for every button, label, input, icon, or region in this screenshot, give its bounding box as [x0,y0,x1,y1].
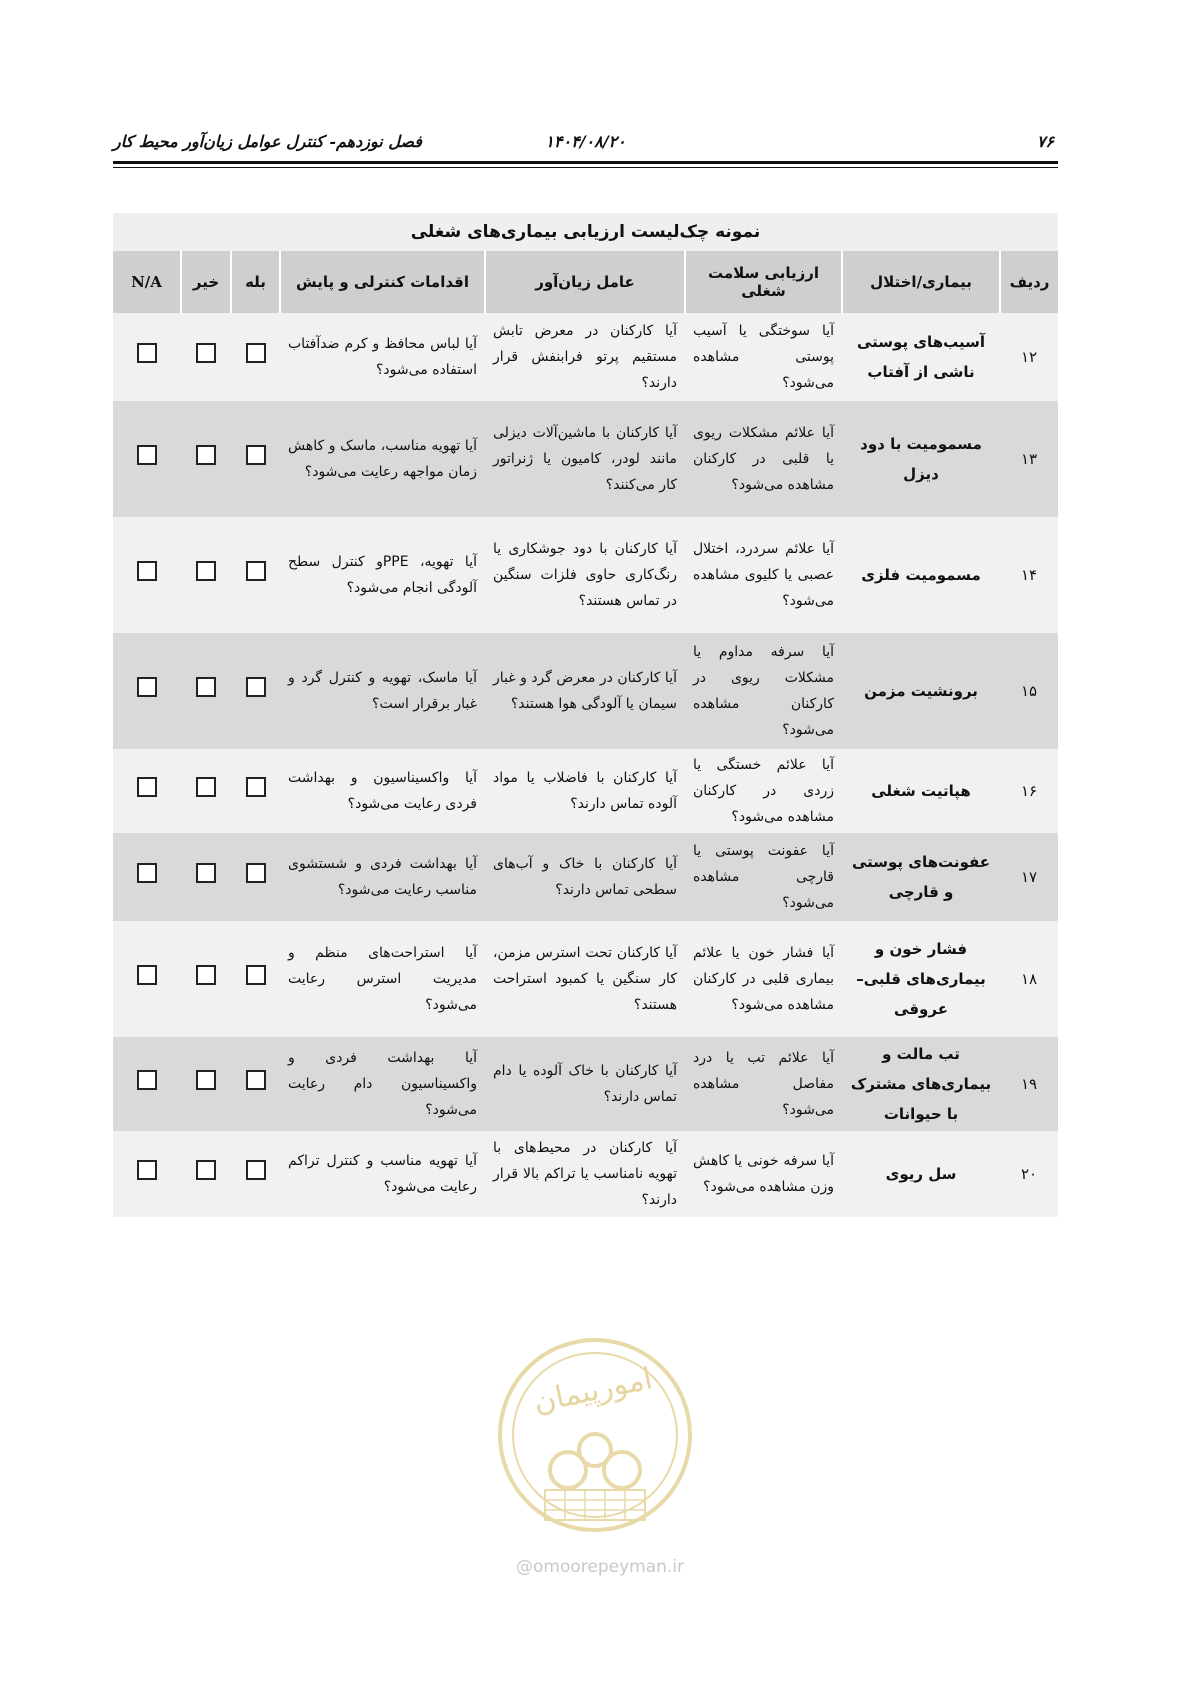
checkbox-yes[interactable] [246,343,266,363]
header-factor: عامل زیان‌آور [485,251,685,313]
checkbox-cell-na [113,313,181,401]
header-disease: بیماری/اختلال [842,251,1000,313]
disease-name: هپاتیت شغلی [842,749,1000,833]
checkbox-cell-na [113,633,181,749]
checkbox-yes[interactable] [246,965,266,985]
checkbox-cell-na [113,1131,181,1217]
table-row [113,1037,1058,1131]
chapter-title: فصل نوزدهم- کنترل عوامل زیان‌آور محیط کار [113,132,422,151]
watermark-site: @omoorepeyman.ir [515,1557,685,1577]
row-number: ۲۰ [1000,1131,1058,1217]
checkbox-cell-no [181,921,231,1037]
checkbox-na[interactable] [137,1070,157,1090]
disease-name: فشار خون و بیماری‌های قلبی–عروقی [842,921,1000,1037]
disease-name: سل ریوی [842,1131,1000,1217]
checkbox-cell-yes [231,401,280,517]
watermark-logo [490,1325,700,1545]
checkbox-cell-na [113,401,181,517]
checkbox-cell-no [181,749,231,833]
checkbox-no[interactable] [196,863,216,883]
checkbox-yes[interactable] [246,561,266,581]
disease-name: مسمومیت با دود دیزل [842,401,1000,517]
factor-question: آیا کارکنان با ماشین‌آلات دیزلی مانند لودر، کامیون یا ژنراتور کار می‌کنند؟ [485,401,685,517]
table-title: نمونه چک‌لیست ارزیابی بیماری‌های شغلی [113,213,1058,251]
checkbox-no[interactable] [196,445,216,465]
factor-question: آیا کارکنان با فاضلاب یا مواد آلوده تماس دارند؟ [485,749,685,833]
checkbox-no[interactable] [196,561,216,581]
checkbox-cell-no [181,313,231,401]
checkbox-cell-no [181,633,231,749]
disease-name: عفونت‌های پوستی و قارچی [842,833,1000,921]
header-row-number: ردیف [1000,251,1058,313]
assessment-question: آیا عفونت پوستی یا قارچی مشاهده می‌شود؟ [685,833,842,921]
assessment-question: آیا سوختگی یا آسیب پوستی مشاهده می‌شود؟ [685,313,842,401]
row-number: ۱۶ [1000,749,1058,833]
checkbox-yes[interactable] [246,1070,266,1090]
checkbox-cell-no [181,833,231,921]
checkbox-cell-na [113,1037,181,1131]
checkbox-cell-no [181,401,231,517]
row-number: ۱۹ [1000,1037,1058,1131]
table-row [113,633,1058,749]
checkbox-cell-yes [231,921,280,1037]
table-row [113,921,1058,1037]
checkbox-cell-no [181,1131,231,1217]
checkbox-no[interactable] [196,1160,216,1180]
disease-name: آسیب‌های پوستی ناشی از آفتاب [842,313,1000,401]
checkbox-yes[interactable] [246,777,266,797]
row-number: ۱۵ [1000,633,1058,749]
header-date: ۱۴۰۴/۰۸/۲۰ [545,132,626,151]
checkbox-no[interactable] [196,777,216,797]
control-question: آیا استراحت‌های منظم و مدیریت استرس رعایت می‌شود؟ [280,921,485,1037]
control-question: آیا بهداشت فردی و شستشوی مناسب رعایت می‌شود؟ [280,833,485,921]
table-body [113,313,1058,1217]
checkbox-cell-yes [231,1037,280,1131]
factor-question: آیا کارکنان تحت استرس مزمن، کار سنگین یا کمبود استراحت هستند؟ [485,921,685,1037]
control-question: آیا تهویه مناسب، ماسک و کاهش زمان مواجهه رعایت می‌شود؟ [280,401,485,517]
checkbox-yes[interactable] [246,677,266,697]
row-number: ۱۲ [1000,313,1058,401]
table-row [113,833,1058,921]
row-number: ۱۳ [1000,401,1058,517]
checkbox-yes[interactable] [246,1160,266,1180]
checklist-table [113,251,1058,1217]
assessment-question: آیا علائم تب یا درد مفاصل مشاهده می‌شود؟ [685,1037,842,1131]
factor-question: آیا کارکنان در معرض گرد و غبار سیمان یا آلودگی هوا هستند؟ [485,633,685,749]
header-rule-thin [113,167,1058,168]
watermark-logo-text: امورپیمان [530,1361,656,1421]
assessment-question: آیا فشار خون یا علائم بیماری قلبی در کارکنان مشاهده می‌شود؟ [685,921,842,1037]
assessment-question: آیا علائم مشکلات ریوی یا قلبی در کارکنان مشاهده می‌شود؟ [685,401,842,517]
table-row [113,313,1058,401]
control-question: آیا لباس محافظ و کرم ضدآفتاب استفاده می‌شود؟ [280,313,485,401]
checkbox-na[interactable] [137,445,157,465]
table-row [113,749,1058,833]
row-number: ۱۷ [1000,833,1058,921]
checkbox-cell-yes [231,1131,280,1217]
checkbox-na[interactable] [137,965,157,985]
table-row [113,1131,1058,1217]
factor-question: آیا کارکنان در معرض تابش مستقیم پرتو فرابنفش قرار دارند؟ [485,313,685,401]
checkbox-cell-no [181,1037,231,1131]
checkbox-cell-yes [231,633,280,749]
factor-question: آیا کارکنان در محیط‌های با تهویه نامناسب یا تراکم بالا قرار دارند؟ [485,1131,685,1217]
control-question: آیا واکسیناسیون و بهداشت فردی رعایت می‌شود؟ [280,749,485,833]
control-question: آیا تهویه مناسب و کنترل تراکم رعایت می‌شود؟ [280,1131,485,1217]
checkbox-no[interactable] [196,1070,216,1090]
checkbox-cell-yes [231,517,280,633]
assessment-question: آیا سرفه خونی یا کاهش وزن مشاهده می‌شود؟ [685,1131,842,1217]
checkbox-na[interactable] [137,677,157,697]
header-assessment: ارزیابی سلامت شغلی [685,251,842,313]
checkbox-yes[interactable] [246,445,266,465]
assessment-question: آیا علائم خستگی یا زردی در کارکنان مشاهده می‌شود؟ [685,749,842,833]
checkbox-no[interactable] [196,677,216,697]
checkbox-cell-na [113,749,181,833]
checkbox-yes[interactable] [246,863,266,883]
control-question: آیا تهویه، PPEو کنترل سطح آلودگی انجام می‌شود؟ [280,517,485,633]
factor-question: آیا کارکنان با خاک و آب‌های سطحی تماس دارند؟ [485,833,685,921]
header-na: N/A [113,251,181,313]
disease-name: مسمومیت فلزی [842,517,1000,633]
header-no: خیر [181,251,231,313]
disease-name: برونشیت مزمن [842,633,1000,749]
checkbox-na[interactable] [137,777,157,797]
control-question: آیا ماسک، تهویه و کنترل گرد و غبار برقرار است؟ [280,633,485,749]
header-control: اقدامات کنترلی و پایش [280,251,485,313]
checkbox-cell-no [181,517,231,633]
disease-name: تب مالت و بیماری‌های مشترک با حیوانات [842,1037,1000,1131]
page-header [113,128,1058,154]
checkbox-cell-yes [231,313,280,401]
checklist-table-container [113,213,1058,1217]
checkbox-na[interactable] [137,863,157,883]
factor-question: آیا کارکنان با دود جوشکاری یا رنگ‌کاری حاوی فلزات سنگین در تماس هستند؟ [485,517,685,633]
assessment-question: آیا سرفه مداوم یا مشکلات ریوی در کارکنان مشاهده می‌شود؟ [685,633,842,749]
factor-question: آیا کارکنان با خاک آلوده یا دام تماس دارند؟ [485,1037,685,1131]
checkbox-na[interactable] [137,1160,157,1180]
table-row [113,401,1058,517]
table-header-row [113,251,1058,313]
row-number: ۱۴ [1000,517,1058,633]
checkbox-cell-yes [231,833,280,921]
header-rule-thick [113,161,1058,164]
assessment-question: آیا علائم سردرد، اختلال عصبی یا کلیوی مشاهده می‌شود؟ [685,517,842,633]
checkbox-cell-na [113,517,181,633]
checkbox-no[interactable] [196,343,216,363]
header-yes: بله [231,251,280,313]
page-number: ۷۶ [1036,132,1054,151]
table-row [113,517,1058,633]
row-number: ۱۸ [1000,921,1058,1037]
checkbox-cell-na [113,833,181,921]
checkbox-na[interactable] [137,343,157,363]
control-question: آیا بهداشت فردی و واکسیناسیون دام رعایت می‌شود؟ [280,1037,485,1131]
checkbox-no[interactable] [196,965,216,985]
checkbox-na[interactable] [137,561,157,581]
checkbox-cell-na [113,921,181,1037]
checkbox-cell-yes [231,749,280,833]
